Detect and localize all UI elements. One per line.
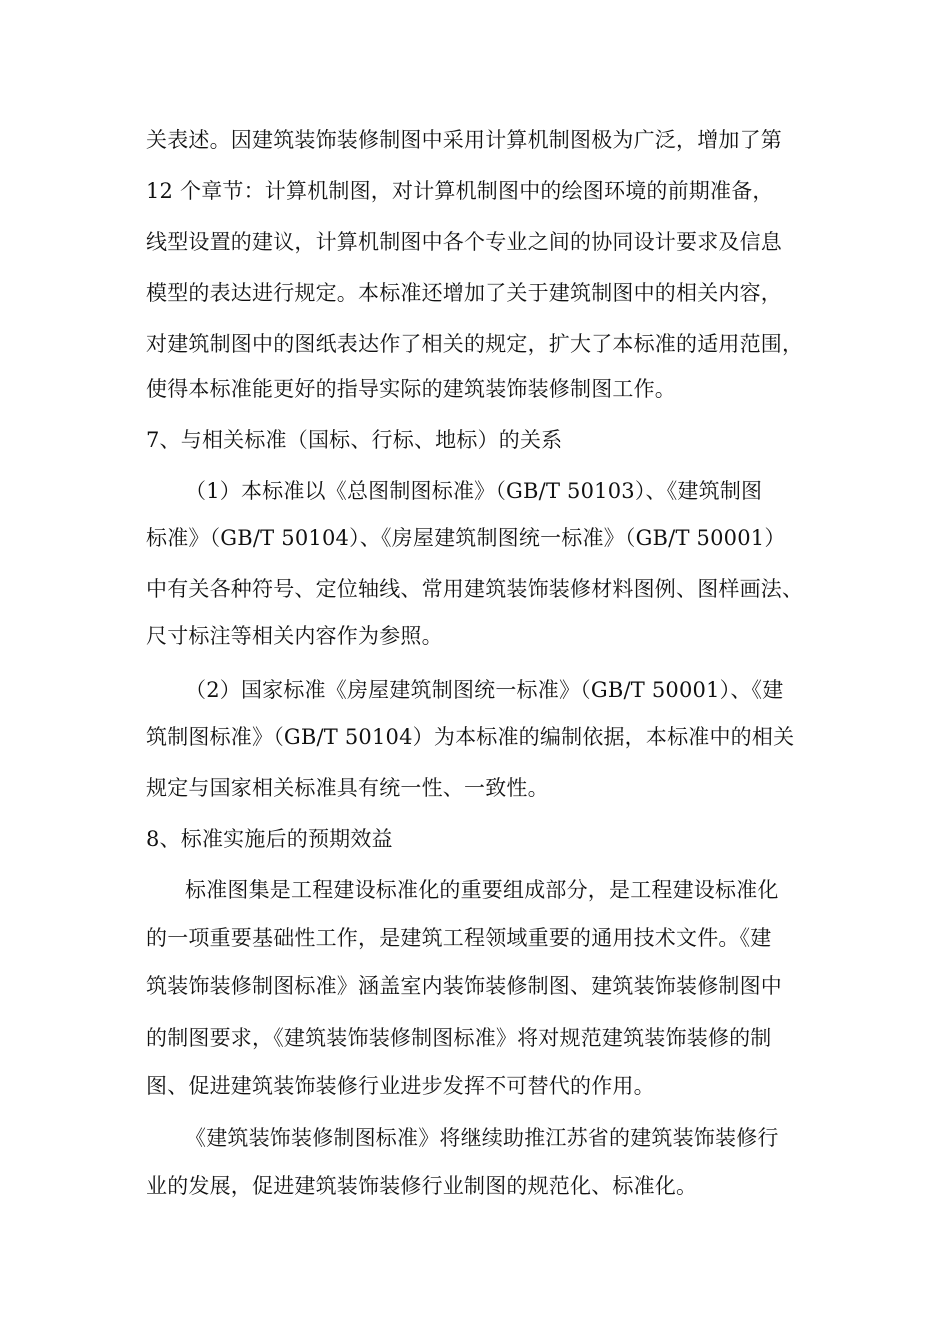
paragraph-line: 对建筑制图中的图纸表达作了相关的规定，扩大了本标准的适用范围， <box>146 332 804 356</box>
section-heading: 7、与相关标准（国标、行标、地标）的关系 <box>146 428 563 452</box>
paragraph-line: 筑装饰装修制图标准》涵盖室内装饰装修制图、建筑装饰装修制图中 <box>146 974 782 998</box>
paragraph-line: 标准》（GB/T 50104）、《房屋建筑制图统一标准》（GB/T 50001） <box>146 526 786 550</box>
paragraph-line: 标准图集是工程建设标准化的重要组成部分，是工程建设标准化 <box>185 878 779 902</box>
paragraph-line: 模型的表达进行规定。本标准还增加了关于建筑制图中的相关内容， <box>146 281 782 305</box>
paragraph-line: 尺寸标注等相关内容作为参照。 <box>146 624 443 648</box>
paragraph-line: 12 个章节：计算机制图，对计算机制图中的绘图环境的前期准备， <box>146 179 774 203</box>
paragraph-line: （1）本标准以《总图制图标准》（GB/T 50103）、《建筑制图 <box>185 479 763 503</box>
paragraph-line: 的一项重要基础性工作，是建筑工程领域重要的通用技术文件。《建 <box>146 926 772 950</box>
paragraph-line: 的制图要求，《建筑装饰装修制图标准》将对规范建筑装饰装修的制 <box>146 1026 772 1050</box>
paragraph-line: （2）国家标准《房屋建筑制图统一标准》（GB/T 50001）、《建 <box>185 678 784 702</box>
paragraph-line: 筑制图标准》（GB/T 50104）为本标准的编制依据，本标准中的相关 <box>146 725 795 749</box>
paragraph-line: 规定与国家相关标准具有统一性、一致性。 <box>146 776 549 800</box>
paragraph-line: 线型设置的建议，计算机制图中各个专业之间的协同设计要求及信息 <box>146 230 782 254</box>
paragraph-line: 中有关各种符号、定位轴线、常用建筑装饰装修材料图例、图样画法、 <box>146 577 804 601</box>
paragraph-line: 图、促进建筑装饰装修行业进步发挥不可替代的作用。 <box>146 1074 655 1098</box>
paragraph-line: 使得本标准能更好的指导实际的建筑装饰装修制图工作。 <box>146 377 676 401</box>
paragraph-line: 业的发展，促进建筑装饰装修行业制图的规范化、标准化。 <box>146 1174 698 1198</box>
paragraph-line: 《建筑装饰装修制图标准》将继续助推江苏省的建筑装饰装修行 <box>185 1126 779 1150</box>
paragraph-line: 关表述。因建筑装饰装修制图中采用计算机制图极为广泛，增加了第 <box>146 128 782 152</box>
section-heading: 8、标准实施后的预期效益 <box>146 827 393 851</box>
